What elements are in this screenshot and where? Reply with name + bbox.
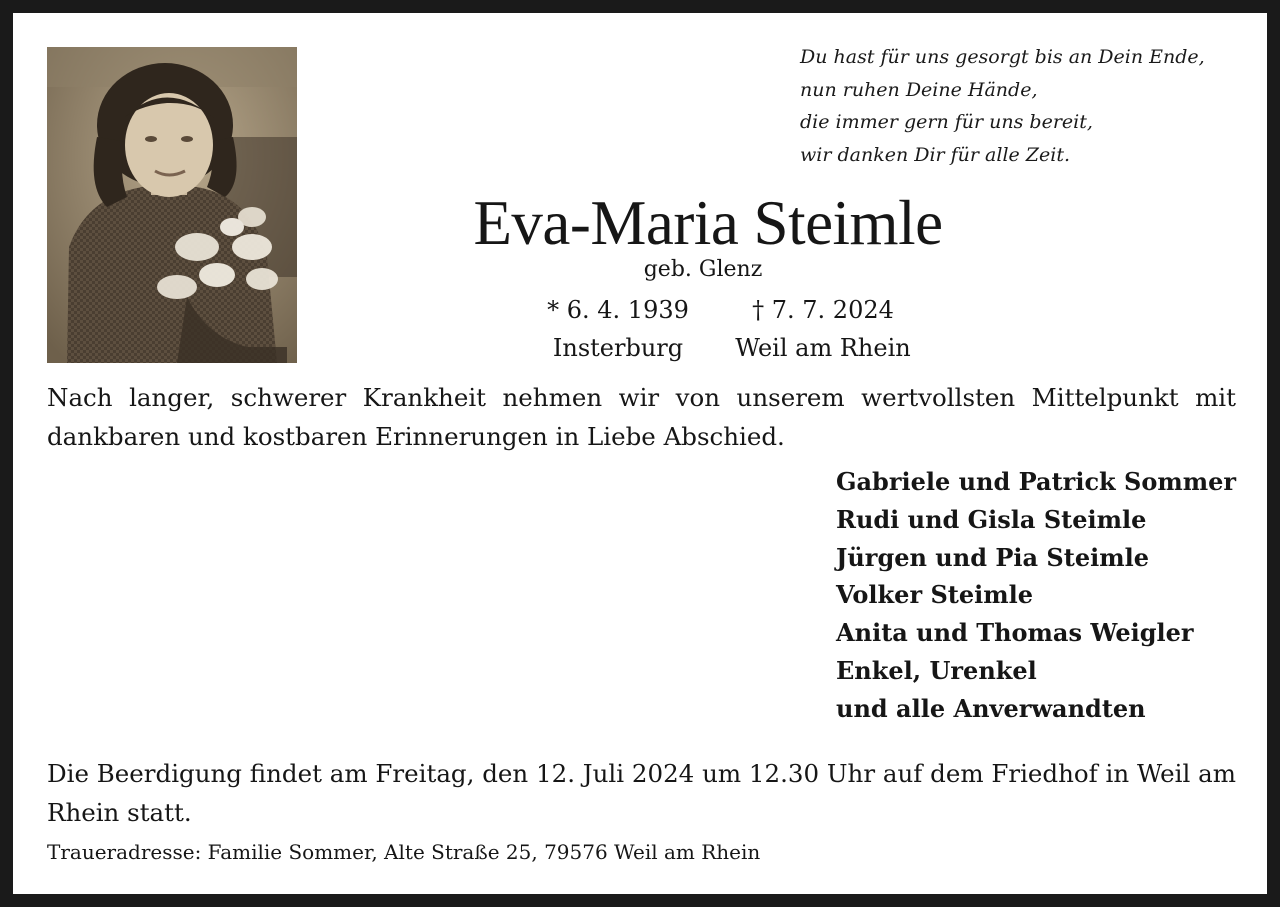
mourners-list [836, 463, 1256, 728]
death-info [723, 291, 923, 367]
mourner-entry: Volker Steimle [836, 580, 1034, 610]
maiden-name: geb. Glenz [643, 257, 763, 282]
mourning-address: Traueradresse: Familie Sommer, Alte Straße 25, 79576 Weil am Rhein [47, 840, 761, 864]
poem-line: wir danken Dir für alle Zeit. [800, 143, 1071, 166]
birth-date: * 6. 4. 1939 [547, 296, 689, 324]
poem-line: Du hast für uns gesorgt bis an Dein Ende, [800, 46, 1205, 68]
mourner-entry: Enkel, Urenkel [836, 655, 1037, 685]
death-date: † 7. 7. 2024 [752, 296, 894, 324]
mourner-entry: Gabriele und Patrick Sommer [836, 467, 1237, 496]
deceased-name: Eva-Maria Steimle [473, 188, 943, 258]
mourner-entry: Anita und Thomas Weigler [836, 618, 1194, 648]
intro-text: Nach langer, schwerer Krankheit nehmen wir von unserem wertvollsten Mittelpunkt mit dankbaren und kostbaren Erinnerungen in Liebe Abschied. [47, 383, 1236, 451]
poem-line: die immer gern für uns bereit, [800, 111, 1093, 133]
memorial-poem [800, 41, 1260, 171]
mourner-entry: und alle Anverwandten [836, 693, 1146, 723]
portrait-photo [47, 47, 297, 363]
obituary-notice [13, 13, 1267, 894]
portrait-image [47, 47, 297, 363]
birth-info [523, 291, 713, 367]
birth-place: Insterburg [552, 334, 684, 362]
death-place: Weil am Rhein [735, 334, 911, 362]
mourner-entry: Jürgen und Pia Steimle [836, 542, 1149, 572]
poem-line: nun ruhen Deine Hände, [800, 78, 1038, 101]
funeral-info: Die Beerdigung findet am Freitag, den 12. Juli 2024 um 12.30 Uhr auf dem Friedhof in Weil am Rhein statt. [47, 759, 1236, 827]
mourner-entry: Rudi und Gisla Steimle [836, 504, 1147, 534]
